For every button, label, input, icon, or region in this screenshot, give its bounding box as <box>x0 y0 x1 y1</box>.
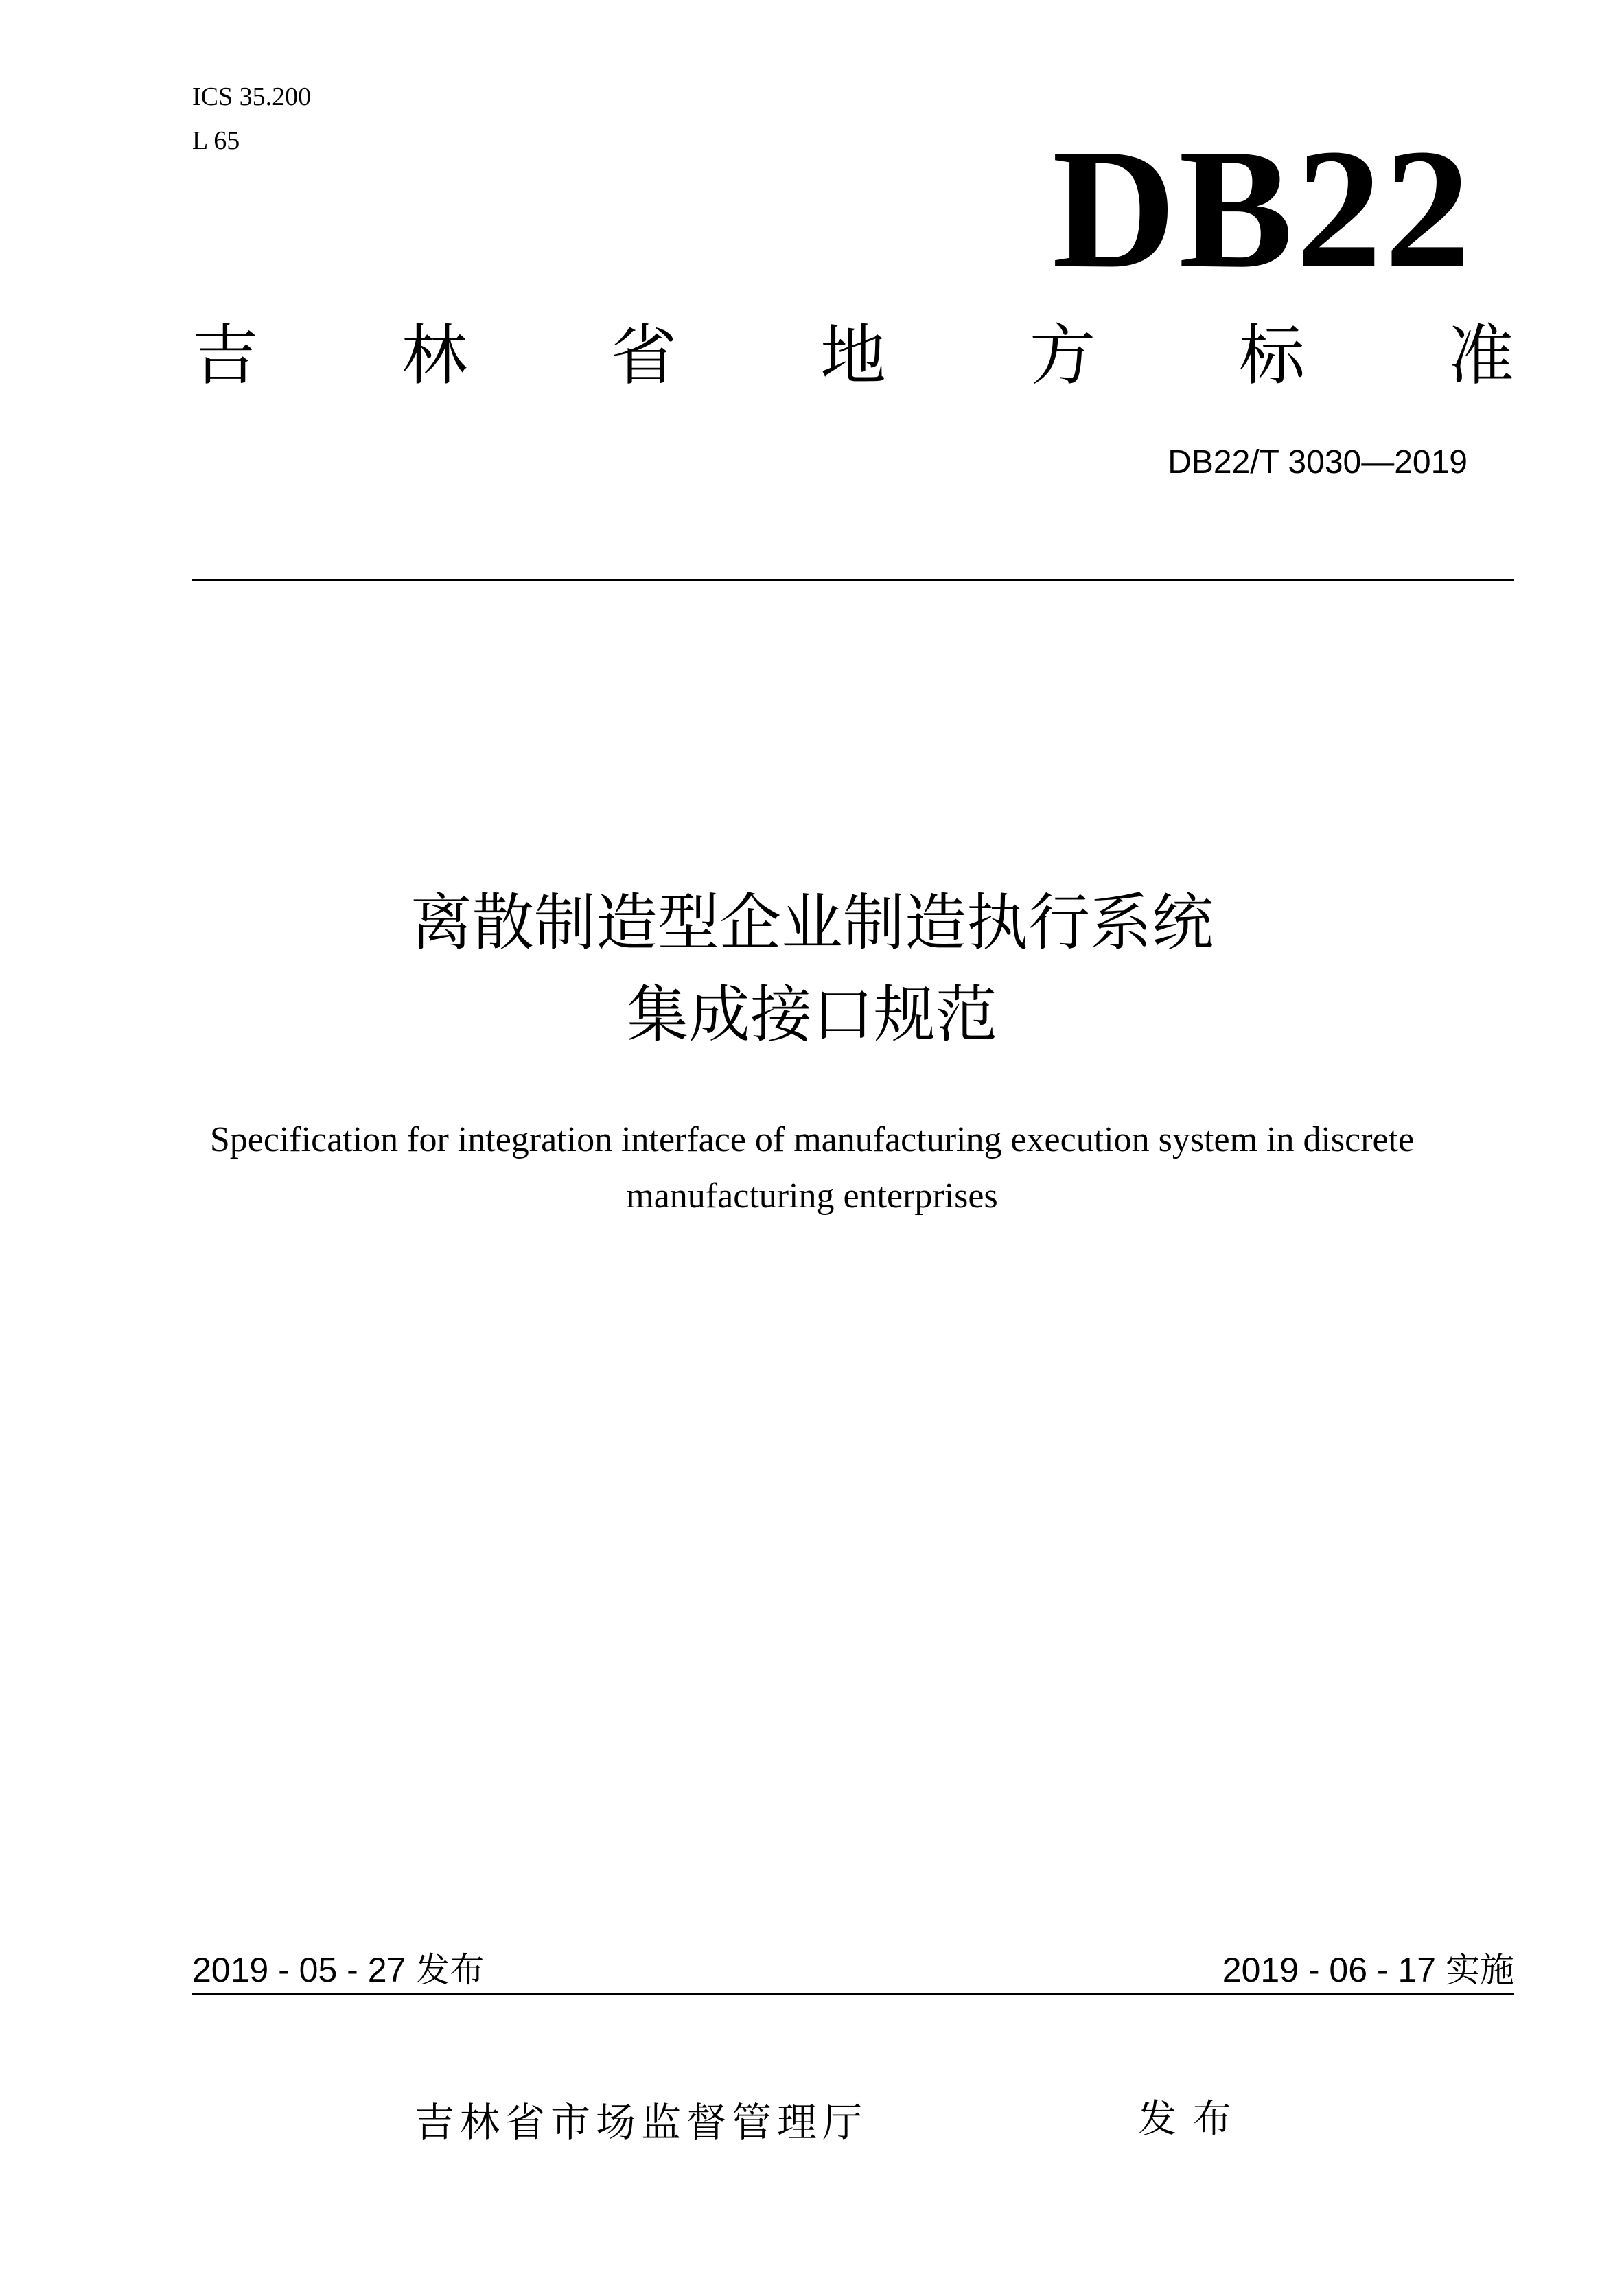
chinese-title-line-2: 集成接口规范 <box>627 979 997 1051</box>
db22-logo: DB22 <box>1052 114 1473 304</box>
standard-type-char: 地 <box>820 317 886 394</box>
standard-type-char: 标 <box>1239 317 1305 394</box>
top-divider <box>192 579 1514 581</box>
standard-type-char: 吉 <box>192 317 258 394</box>
standard-code: DB22/T 3030—2019 <box>1168 444 1468 480</box>
ics-code: ICS 35.200 <box>192 82 312 111</box>
standard-type-char: 省 <box>611 317 677 394</box>
standard-type-char: 林 <box>402 317 467 394</box>
implementation-date: 2019 - 06 - 17 实施 <box>1222 1951 1514 1989</box>
standard-type-char: 准 <box>1448 317 1514 394</box>
chinese-title-line-1: 离散制造型企业制造执行系统 <box>410 887 1214 959</box>
standard-type-char: 方 <box>1030 317 1095 394</box>
issuing-authority: 吉林省市场监督管理厅 <box>415 2099 868 2146</box>
standard-type-heading <box>192 314 1514 397</box>
bottom-divider <box>192 1993 1514 1995</box>
english-title-line-1: Specification for integration interface of manufacturing execution system in discrete <box>209 1120 1415 1159</box>
issue-date: 2019 - 05 - 27 发布 <box>192 1951 485 1989</box>
issue-label: 发布 <box>1138 2097 1248 2142</box>
classification-code: L 65 <box>192 126 240 155</box>
english-title-line-2: manufacturing enterprises <box>626 1176 998 1216</box>
english-title <box>151 1112 1473 1225</box>
chinese-title <box>0 877 1624 1061</box>
